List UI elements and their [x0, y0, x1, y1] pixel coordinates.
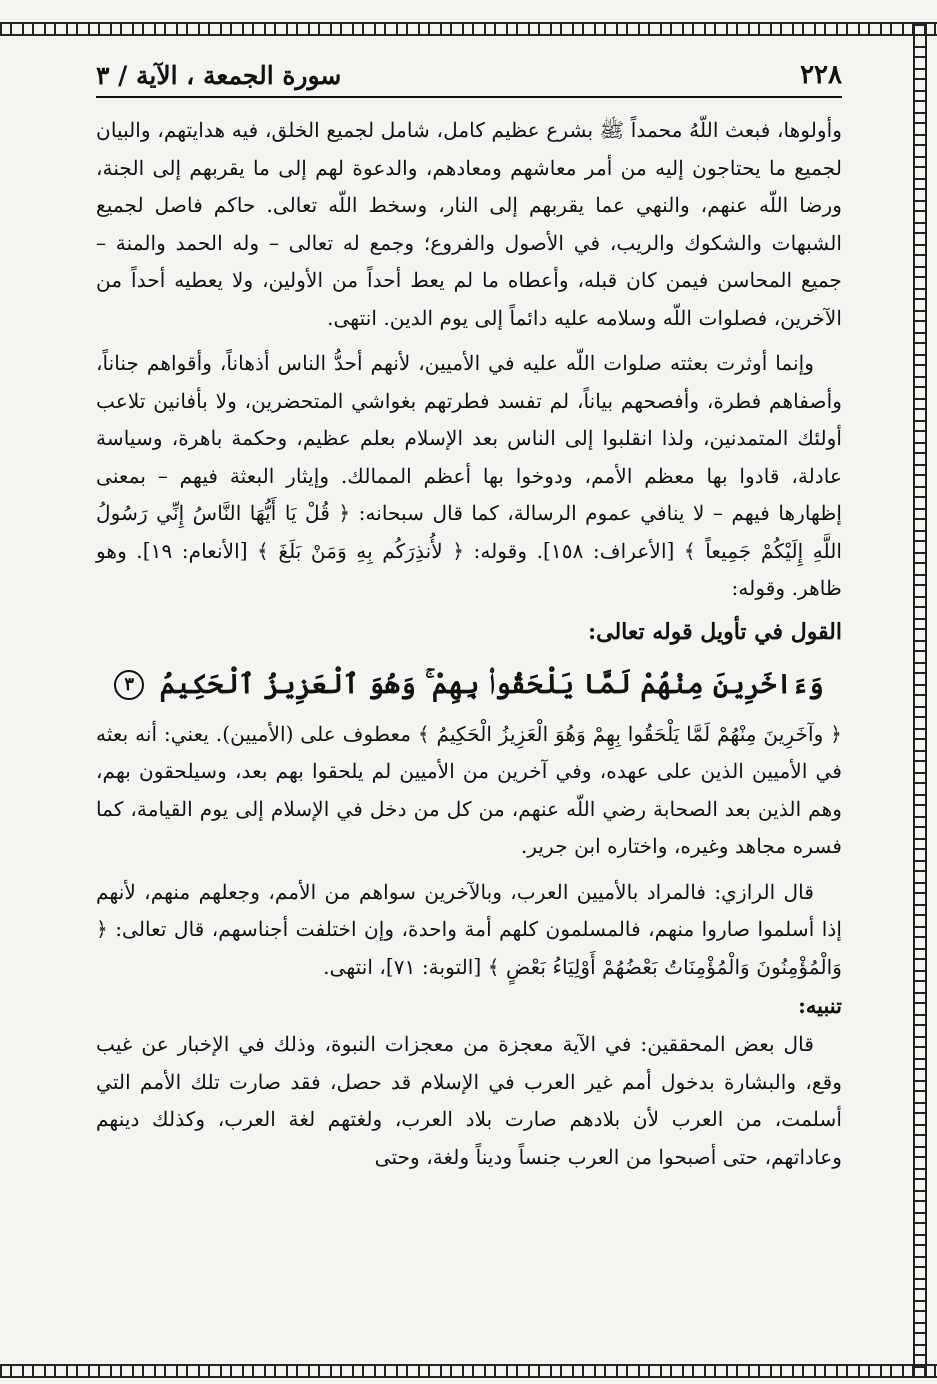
ornamental-border-bottom [0, 1364, 937, 1378]
paragraph-1: وأولوها، فبعث اللّهُ محمداً ﷺ بشرع عظيم كامل، شامل لجميع الخلق، فيه هدايتهم، والبيان لجميع ما يحتاجون إليه من أمر معاشهم ومعادهم، والدعوة لهم إلى ما يقربهم إلى الجنة، ورضا اللّه عنهم، والنهي عما يقربهم إلى النار، وسخط اللّه تعالى. حاكم فاصل لجميع الشبهات والشكوك والريب، في الأصول والفروع؛ وجمع له تعالى – وله الحمد والمنة – جميع المحاسن فيمن كان قبله، وأعطاه ما لم يعط أحداً من الأولين، ولا يعطيه أحداً من الآخرين، فصلوات اللّه وسلامه عليه دائماً إلى يوم الدين. انتهى. [96, 118, 842, 330]
ornamental-border-right [913, 22, 927, 1378]
verse-banner [96, 656, 842, 714]
page-number: ٢٢٨ [800, 60, 842, 90]
surah-title: سورة الجمعة ، الآية / ٣ [96, 61, 342, 90]
paragraph-5: قال بعض المحققين: في الآية معجزة من معجزات النبوة، وذلك في الإخبار عن غيب وقع، والبشارة بدخول أمم غير العرب في الإسلام قد حصل، فقد صارت تلك الأمم التي أسلمت، من العرب لأن بلادهم صارت بلاد العرب، ولغتهم لغة العرب، وكذلك دينهم وعاداتهم، حتى أصبحوا من العرب جنساً وديناً ولغة، وحتى [96, 1032, 843, 1169]
verse-number-marker: ٣ [114, 670, 144, 700]
page-header [96, 60, 842, 98]
ornamental-border-top [0, 22, 937, 36]
section-title: القول في تأويل قوله تعالى: [588, 618, 842, 645]
paragraph-3: ﴿ وآخَرِينَ مِنْهُمْ لَمَّا يَلْحَقُوا بِهِمْ وَهُوَ الْعَزِيزُ الْحَكِيمُ ﴾ معطوف على (الأميين). يعني: أنه بعثه في الأميين الذين على عهده، وفي آخرين من الأميين لم يلحقوا بهم بعد، وسيلحقون بهم، وهم الذين بعد الصحابة رضي اللّه عنهم، من كل من دخل في الإسلام إلى يوم القيامة، كما فسره مجاهد وغيره، واختاره ابن جرير. [96, 721, 842, 858]
note-title: تنبيه: [798, 993, 842, 1018]
paragraph-4: قال الرازي: فالمراد بالأميين العرب، وبالآخرين سواهم من الأمم، وجعلهم منهم، لأنهم إذا أسلموا صاروا منهم، فالمسلمون كلهم أمة واحدة، وإن اختلفت أجناسهم، قال تعالى: ﴿ وَالْمُؤْمِنُونَ وَالْمُؤْمِنَاتُ بَعْضُهُمْ أَوْلِيَاءُ بَعْضٍ ﴾ [التوبة: ٧١]، انتهى. [96, 879, 842, 979]
paragraph-2: وإنما أوثرت بعثته صلوات اللّه عليه في الأميين، لأنهم أحدُّ الناس أذهاناً، وأقواهم جناناً، وأصفاهم فطرة، وأفصحهم بياناً، لم تفسد فطرتهم بغواشي المتحضرين، ولا بأفانين تلاعب أولئك المتمدنين، ولذا انقلبوا إلى الناس بعد الإسلام بعلم عظيم، وحكمة باهرة، وسياسة عادلة، قادوا بها معظم الأمم، ودوخوا بها أعظم الممالك. وإيثار البعثة فيهم – بمعنى إظهارها فيهم – لا ينافي عموم الرسالة، كما قال سبحانه: ﴿ قُلْ يَا أَيُّهَا النَّاسُ إِنِّي رَسُولُ اللَّهِ إِلَيْكُمْ جَمِيعاً ﴾ [الأعراف: ١٥٨]. وقوله: ﴿ لأُنذِرَكُم بِهِ وَمَنْ بَلَغَ ﴾ [الأنعام: ١٩]. وهو ظاهر. وقوله: [96, 351, 843, 600]
book-page [96, 60, 842, 1176]
verse-text: وَءَاخَرِينَ مِنْهُمْ لَمَّا يَلْحَقُوا۟ بِهِمْ ۚ وَهُوَ ٱلْعَزِيزُ ٱلْحَكِيمُ [159, 668, 824, 700]
